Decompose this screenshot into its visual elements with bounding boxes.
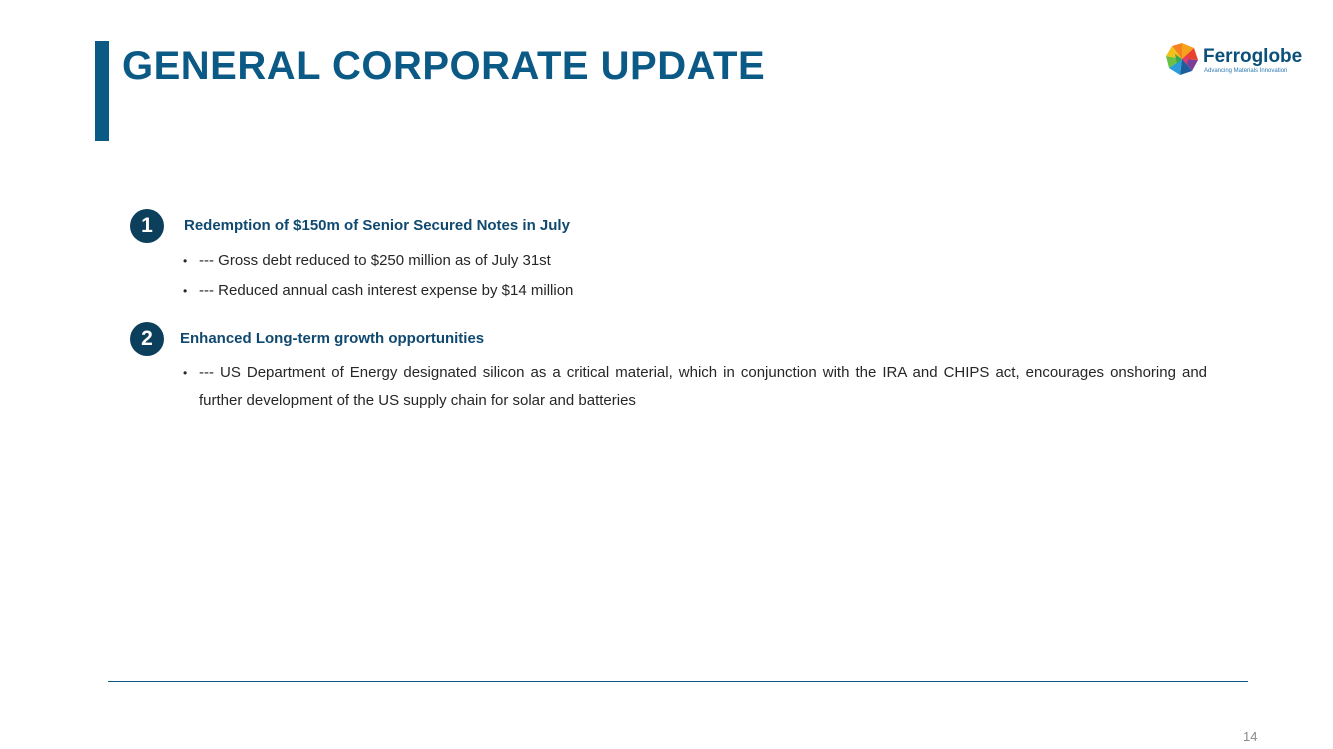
section-title: Enhanced Long-term growth opportunities xyxy=(180,330,485,347)
company-logo xyxy=(1165,42,1303,78)
list-item: • --- Gross debt reduced to $250 million as of July 31st xyxy=(183,247,551,275)
logo-tagline: Advancing Materials Innovation xyxy=(1204,68,1288,74)
bullet-dot: • xyxy=(183,254,188,268)
page-title: GENERAL CORPORATE UPDATE xyxy=(122,44,766,88)
section-title: Redemption of $150m of Senior Secured Notes in July xyxy=(184,217,570,234)
faceted-globe-icon xyxy=(1165,42,1199,76)
footer-divider xyxy=(108,681,1248,682)
list-item: • --- US Department of Energy designated silicon as a critical material, which in conjunction with the IRA and CHIPS act, encourages onshoring and further development of the US supply chain for solar and batteries xyxy=(183,359,1207,415)
section-number-badge: 1 xyxy=(130,209,164,243)
page-number: 14 xyxy=(1243,729,1258,744)
bullet-dot: • xyxy=(183,284,188,298)
logo-name: Ferroglobe xyxy=(1203,46,1303,67)
title-accent-bar xyxy=(95,41,109,141)
list-item: • --- Reduced annual cash interest expense by $14 million xyxy=(183,277,573,305)
bullet-dot: • xyxy=(183,366,188,380)
section-number-badge: 2 xyxy=(130,322,164,356)
